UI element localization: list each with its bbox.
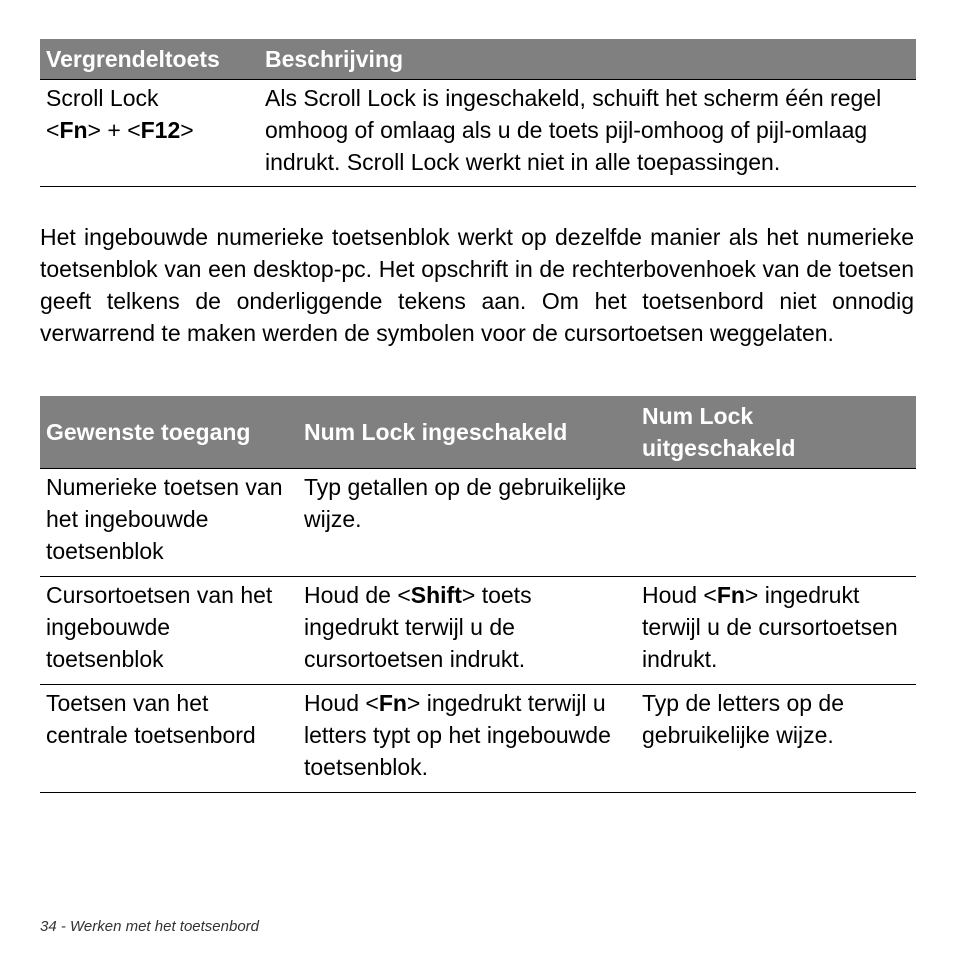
text-post: > ingedrukt terwijl u letters typt op het ingebouwde toetsenblok. <box>304 690 611 780</box>
numlock-off-cell <box>636 469 916 577</box>
header-description: Beschrijving <box>259 39 916 80</box>
access-cell: Toetsen van het centrale toetsenbord <box>40 685 298 793</box>
table-row <box>40 469 916 577</box>
lock-key-table <box>40 39 916 187</box>
page-footer: 34 - Werken met het toetsenbord <box>40 918 260 935</box>
combo-gt: > <box>180 117 194 143</box>
table-row <box>40 80 916 187</box>
access-cell: Cursortoetsen van het ingebouwde toetsenblok <box>40 577 298 685</box>
key-fn: Fn <box>378 690 407 716</box>
header-desired-access: Gewenste toegang <box>40 396 298 469</box>
access-table <box>40 396 916 793</box>
header-numlock-on: Num Lock ingeschakeld <box>298 396 636 469</box>
key-f12: F12 <box>140 117 181 143</box>
description-cell: Als Scroll Lock is ingeschakeld, schuift het scherm één regel omhoog of omlaag als u de toets pijl-omhoog of pijl-omlaag indrukt. Scroll Lock werkt niet in alle toepassingen. <box>259 80 916 187</box>
header-lock-key: Vergrendeltoets <box>40 39 259 80</box>
text-post: > toets ingedrukt terwijl u de cursortoetsen indrukt. <box>304 582 532 672</box>
text-pre: Houd < <box>304 690 379 716</box>
combo-mid: > + < <box>87 117 141 143</box>
combo-lt: < <box>46 117 60 143</box>
table-row <box>40 577 916 685</box>
numlock-on-cell: Typ getallen op de gebruikelijke wijze. <box>298 469 636 577</box>
key-fn: Fn <box>59 117 88 143</box>
text-post: > ingedrukt terwijl u de cursortoetsen indrukt. <box>642 582 898 672</box>
table-row <box>40 685 916 793</box>
text-pre: Houd < <box>642 582 717 608</box>
lock-key-cell <box>40 80 259 187</box>
body-paragraph: Het ingebouwde numerieke toetsenblok werkt op dezelfde manier als het numerieke toetsenblok van een desktop-pc. Het opschrift in de rechterbovenhoek van de toetsen geeft telkens de onderliggende tekens aan. Om het toetsenbord niet onnodig verwarrend te maken werden de symbolen voor de cursortoetsen weggelaten. <box>40 224 914 346</box>
numlock-on-cell <box>298 577 636 685</box>
numlock-off-cell: Typ de letters op de gebruikelijke wijze. <box>636 685 916 793</box>
key-fn: Fn <box>716 582 745 608</box>
access-table-header <box>40 396 916 469</box>
access-cell: Numerieke toetsen van het ingebouwde toetsenblok <box>40 469 298 577</box>
key-shift: Shift <box>410 582 462 608</box>
lock-key-name: Scroll Lock <box>46 85 159 111</box>
numlock-off-cell <box>636 577 916 685</box>
lock-key-table-header <box>40 39 916 80</box>
numlock-on-cell <box>298 685 636 793</box>
header-numlock-off: Num Lock uitgeschakeld <box>636 396 916 469</box>
text-pre: Houd de < <box>304 582 411 608</box>
